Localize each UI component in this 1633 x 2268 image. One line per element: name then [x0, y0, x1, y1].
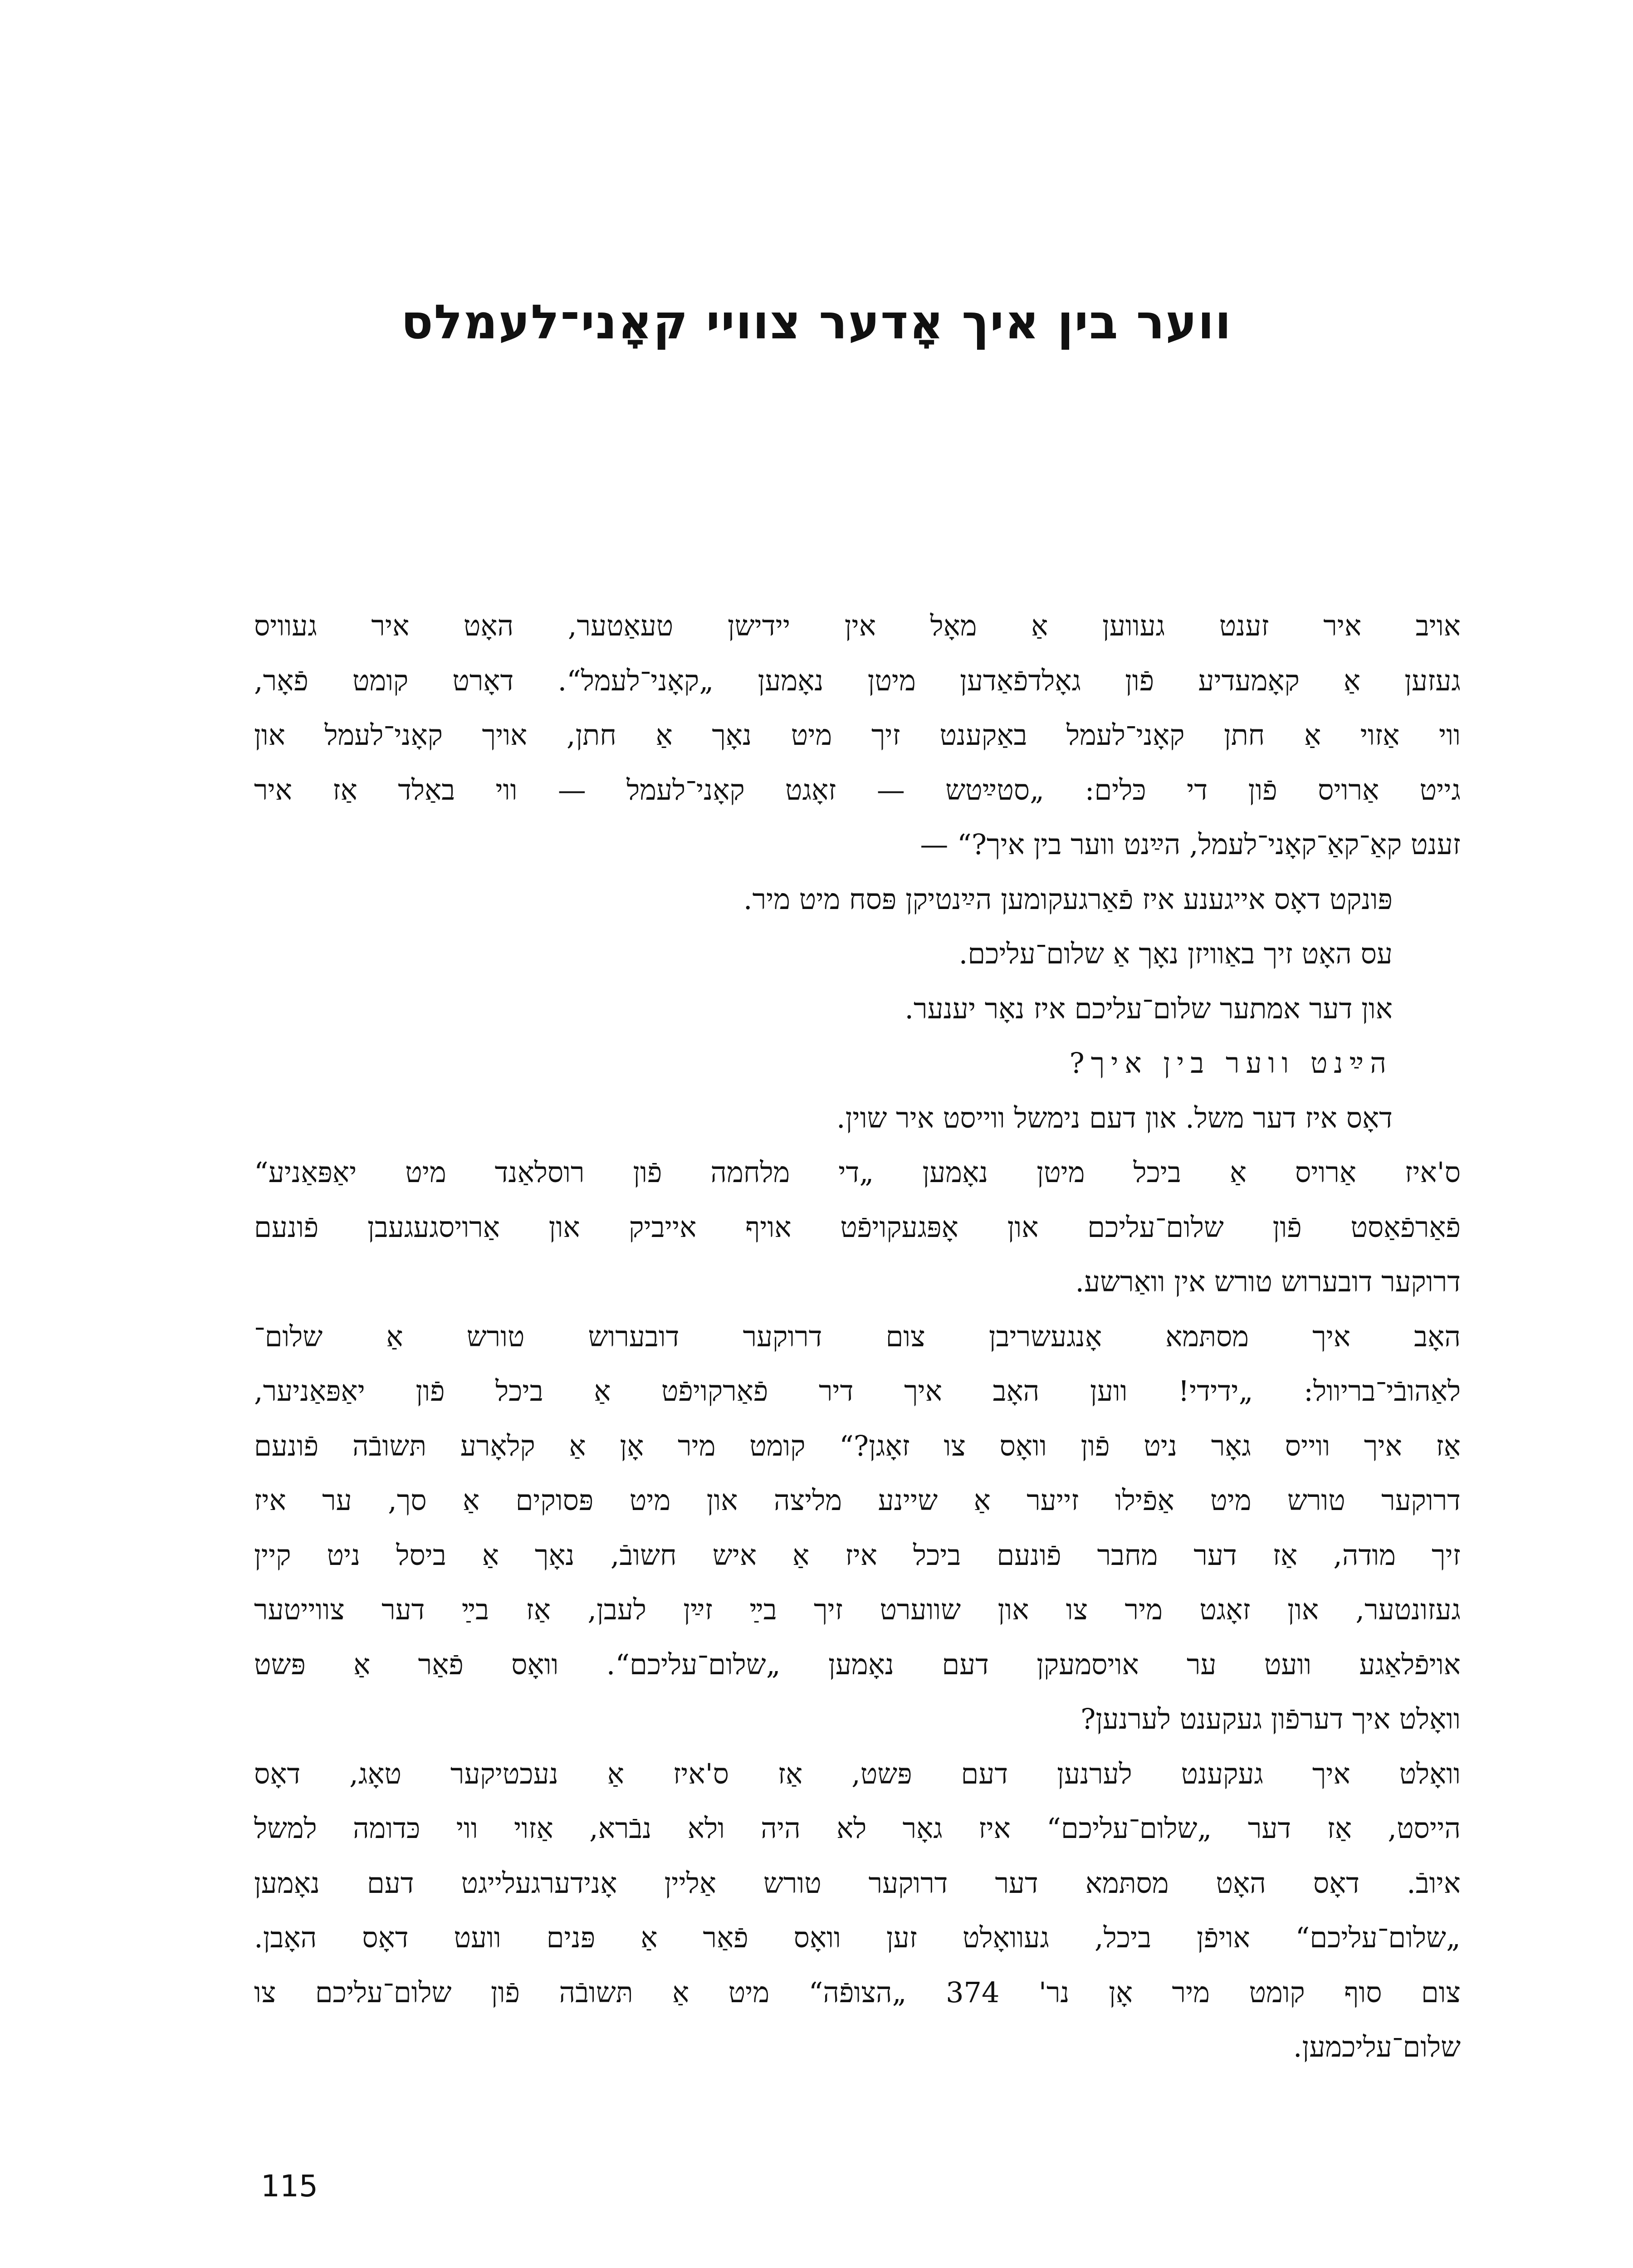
- body-text: [254, 599, 1461, 2075]
- text-line: צום סוף קומט מיר אָן נר' 374 „הצופֿה“ מיט אַ תּשובֿה פֿון שלום־עליכם צו: [254, 1975, 1461, 2009]
- text-line: זענט קאַ־קאַ־קאָני־לעמל, הײַנט ווער בין איך?“ —: [920, 828, 1461, 861]
- text-line: דאָס איז דער משל. און דעם נימשל ווייסט איר שוין.: [836, 1101, 1393, 1134]
- text-line: אַז איך ווייס גאָר ניט פֿון וואָס צו זאָגן?“ קומט מיר אָן אַ קלאָרע תּשובֿה פֿונעם: [254, 1429, 1461, 1462]
- text-line: געזונטער, און זאָגט מיר צו און שווערט זיך בײַ זײַן לעבן, אַז בײַ דער צווייטער: [254, 1593, 1461, 1626]
- text-line: געזען אַ קאָמעדיע פֿון גאָלדפֿאַדען מיטן נאָמען „קאָני־לעמל“. דאָרט קומט פֿאָר,: [254, 664, 1461, 697]
- text-line: „שלום־עליכם“ אויפֿן ביכל, געוואָלט זען וואָס פֿאַר אַ פּנים וועט דאָס האָבן.: [254, 1921, 1461, 1954]
- text-line: איובֿ. דאָס האָט מסתּמא דער דרוקער טורש אַליין אָנידערגעלייגט דעם נאָמען: [254, 1866, 1461, 1900]
- text-line: ווי אַזוי אַ חתן קאָני־לעמל באַקענט זיך מיט נאָך אַ חתן, אויך קאָני־לעמל און: [254, 719, 1461, 752]
- text-line: אויפֿלאַגע וועט ער אויסמעקן דעם נאָמען „שלום־עליכם“. וואָס פֿאַר אַ פּשט: [254, 1647, 1461, 1681]
- text-line: וואָלט איך דערפֿון געקענט לערנען?: [1081, 1702, 1461, 1735]
- text-line: אויב איר זענט געווען אַ מאָל אין יידישן טעאַטער, האָט איר געוויס: [254, 609, 1461, 642]
- text-line: לאַהובֿי־בריוול: „ידידי! ווען האָב איך דיר פֿאַרקויפֿט אַ ביכל פֿון יאַפּאַניער,: [254, 1374, 1461, 1408]
- page-title: ווער בין איך אָדער צוויי קאָני־לעמלס: [401, 294, 1232, 350]
- text-line: פּונקט דאָס אייגענע איז פֿאַרגעקומען הײַנטיקן פּסח מיט מיר.: [743, 882, 1393, 916]
- text-line: עס האָט זיך באַוויזן נאָך אַ שלום־עליכם.: [958, 937, 1393, 970]
- text-line: שלום־עליכמען.: [1293, 2030, 1461, 2063]
- text-line: פֿאַרפֿאַסט פֿון שלום־עליכם און אָפּגעקויפֿט אויף אייביק און אַרויסגעגעבן פֿונעם: [254, 1210, 1461, 1244]
- text-line: ס'איז אַרויס אַ ביכל מיטן נאָמען „די מלחמה פֿון רוסלאַנד מיט יאַפּאַניע“: [254, 1156, 1461, 1189]
- text-line: האָב איך מסתּמא אָנגעשריבן צום דרוקער דובערוש טורש אַ שלום־: [254, 1320, 1461, 1353]
- text-line: דרוקער דובערוש טורש אין וואַרשע.: [1075, 1265, 1461, 1298]
- text-line: הייסט, אַז דער „שלום־עליכם“ איז גאָר לא היה ולא נבֿרא, אַזוי ווי כּדומה למשל: [254, 1812, 1461, 1845]
- text-line: גייט אַרויס פֿון די כּלים: „סטײַטש — זאָגט קאָני־לעמל — ווי באַלד אַז איר: [254, 773, 1461, 807]
- text-line: און דער אמתער שלום־עליכם איז נאָר יענער.: [905, 992, 1393, 1025]
- page-number: 115: [261, 2169, 318, 2204]
- text-line: הײַנט ווער בין איך?: [1069, 1046, 1393, 1080]
- text-line: וואָלט איך געקענט לערנען דעם פּשט, אַז ס'איז אַ נעכטיקער טאָג, דאָס: [254, 1757, 1461, 1790]
- text-line: זיך מודה, אַז דער מחבר פֿונעם ביכל איז אַ איש חשובֿ, נאָך אַ ביסל ניט קיין: [254, 1538, 1461, 1572]
- text-line: דרוקער טורש מיט אַפֿילו זייער אַ שיינע מליצה און מיט פּסוקים אַ סך, ער איז: [254, 1484, 1461, 1517]
